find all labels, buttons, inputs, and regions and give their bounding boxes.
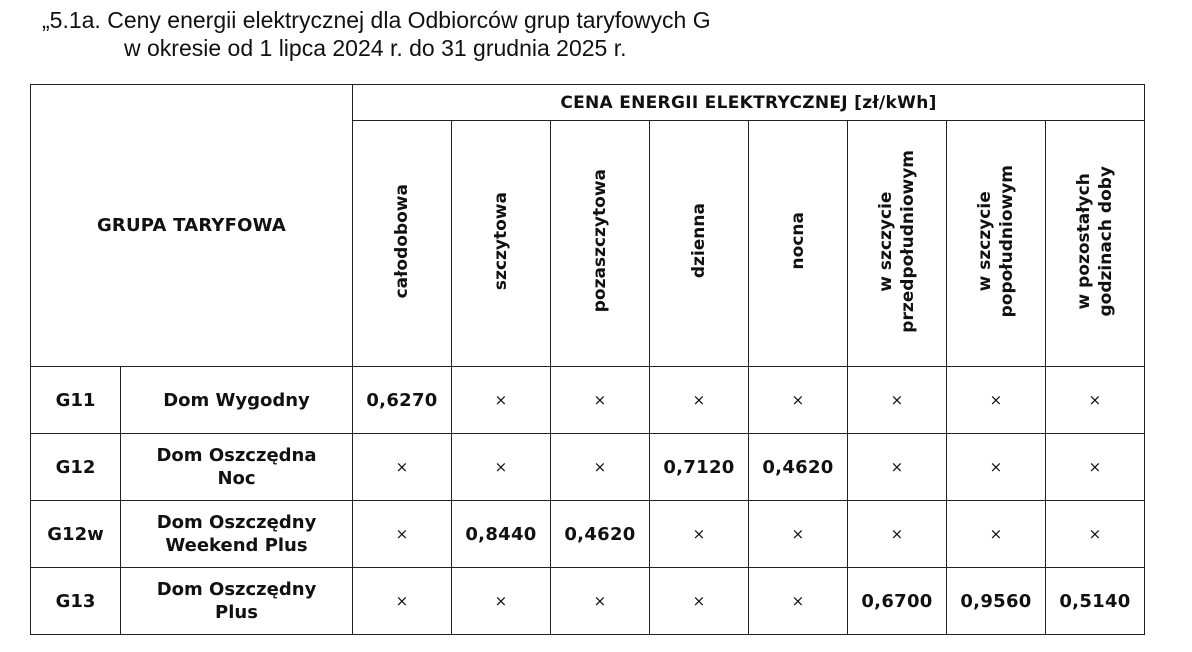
price-cell: 0,7120: [650, 434, 749, 501]
price-cell: ×: [551, 568, 650, 635]
price-cell: ×: [848, 367, 947, 434]
price-cell: ×: [848, 434, 947, 501]
price-cell: ×: [749, 568, 848, 635]
price-cell: ×: [551, 367, 650, 434]
tariff-price-table: [30, 84, 1145, 635]
price-cell: ×: [452, 568, 551, 635]
column-header-szczyt-popoludniowy: [947, 121, 1046, 367]
column-header-text: nocna: [788, 212, 808, 270]
price-cell: 0,6700: [848, 568, 947, 635]
price-cell: ×: [947, 501, 1046, 568]
price-cell: ×: [947, 434, 1046, 501]
tariff-name: [121, 568, 353, 635]
column-header-calodobowa: [353, 121, 452, 367]
price-cell: 0,6270: [353, 367, 452, 434]
price-cell: ×: [1046, 367, 1145, 434]
tariff-name: [121, 367, 353, 434]
price-cell: ×: [551, 434, 650, 501]
price-cell: ×: [452, 434, 551, 501]
price-cell: 0,4620: [749, 434, 848, 501]
price-cell: 0,4620: [551, 501, 650, 568]
column-header-text: pozaszczytowa: [590, 169, 610, 313]
price-cell: ×: [650, 501, 749, 568]
tariff-code: G11: [31, 367, 121, 434]
column-header-dzienna: [650, 121, 749, 367]
column-header-text: dzienna: [689, 203, 709, 279]
price-cell: ×: [1046, 501, 1145, 568]
price-cell: 0,5140: [1046, 568, 1145, 635]
price-cell: ×: [749, 367, 848, 434]
column-header-text: całodobowa: [392, 183, 412, 299]
table-row: [31, 568, 1145, 635]
price-cell: ×: [353, 568, 452, 635]
tariff-name-line-1: Dom Oszczędny: [156, 579, 317, 600]
tariff-name: [121, 501, 353, 568]
tariff-code: G12: [31, 434, 121, 501]
price-cell: 0,8440: [452, 501, 551, 568]
price-cell: ×: [650, 367, 749, 434]
table-row: [31, 367, 1145, 434]
price-cell: ×: [353, 434, 452, 501]
caption-line-1: „5.1a. Ceny energii elektrycznej dla Odbiorców grup taryfowych G: [42, 7, 711, 33]
tariff-name-line-1: Dom Wygodny: [163, 389, 310, 411]
tariff-name-line-1: Dom Oszczędna: [156, 445, 317, 466]
column-header-pozostale-godziny: [1046, 121, 1145, 367]
price-cell: ×: [353, 501, 452, 568]
table-row: [31, 501, 1145, 568]
tariff-name-line-2: Weekend Plus: [165, 535, 308, 556]
column-header-text-2: godzinach doby: [1096, 165, 1116, 317]
price-cell: 0,9560: [947, 568, 1046, 635]
tariff-name-line-2: Noc: [217, 468, 256, 489]
caption-line-2: w okresie od 1 lipca 2024 r. do 31 grudnia 2025 r.: [124, 35, 627, 61]
column-header-text: w szczycie: [975, 190, 995, 292]
column-header-text: szczytowa: [491, 191, 511, 291]
tariff-rows: [31, 367, 1145, 635]
column-header-szczyt-przedpoludniowy: [848, 121, 947, 367]
column-header-nocna: [749, 121, 848, 367]
price-header: CENA ENERGII ELEKTRYCZNEJ [zł/kWh]: [353, 85, 1145, 121]
price-cell: ×: [650, 568, 749, 635]
tariff-code: G12w: [31, 501, 121, 568]
group-header: GRUPA TARYFOWA: [31, 85, 353, 367]
table-caption: [42, 6, 711, 62]
column-header-text-2: popołudniowym: [997, 164, 1017, 318]
column-header-pozaszczytowa: [551, 121, 650, 367]
tariff-name: [121, 434, 353, 501]
column-header-text-2: przedpołudniowym: [898, 149, 918, 333]
price-cell: ×: [947, 367, 1046, 434]
price-cell: ×: [848, 501, 947, 568]
column-header-text: w szczycie: [876, 190, 896, 292]
table-row: [31, 434, 1145, 501]
price-cell: ×: [1046, 434, 1145, 501]
tariff-name-line-2: Plus: [215, 602, 258, 623]
price-cell: ×: [452, 367, 551, 434]
column-header-text: w pozostałych: [1074, 172, 1094, 310]
column-header-szczytowa: [452, 121, 551, 367]
tariff-code: G13: [31, 568, 121, 635]
tariff-name-line-1: Dom Oszczędny: [156, 512, 317, 533]
price-cell: ×: [749, 501, 848, 568]
